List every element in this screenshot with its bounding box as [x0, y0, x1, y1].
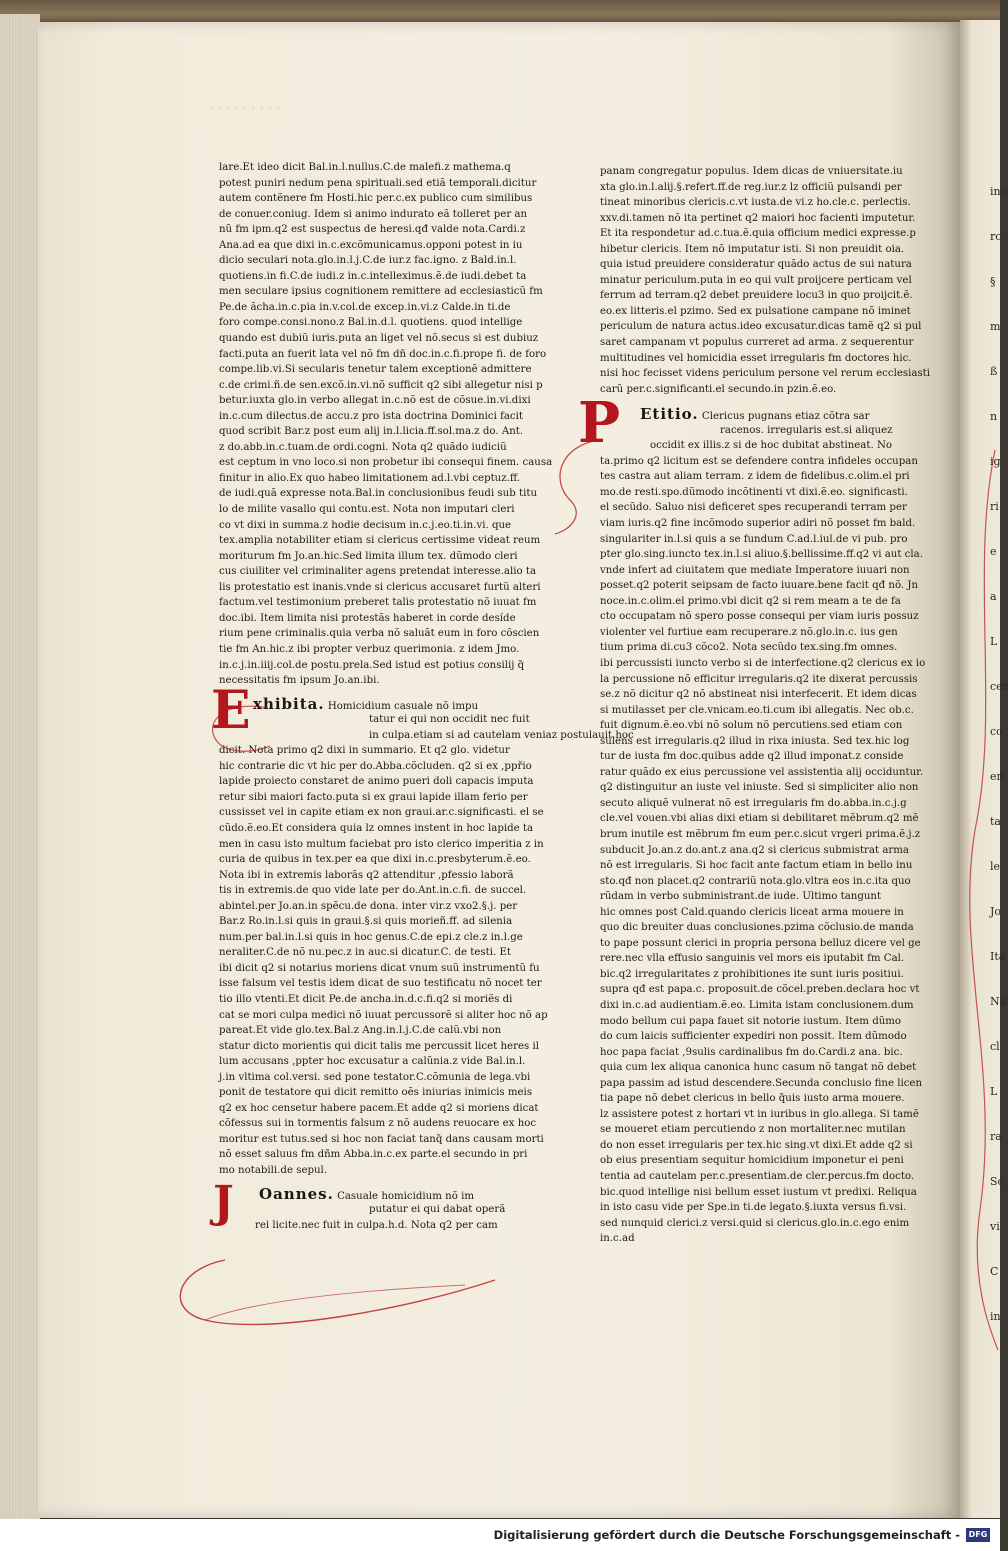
text-line: ibi dicit q2 si notarius moriens dicat vnum suũ instrumentũ fu: [219, 962, 540, 974]
text-line: Nota ibi in extremis laborãs q2 attenditur ,pfessio laborã: [219, 869, 514, 881]
text-line: ponit de testatore qui dicit remitto oẽs iniurias inimicis meis: [219, 1087, 533, 1099]
text-line: lz assistere potest z hortari vt in iuribus in glo.allega. Si tamẽ: [600, 1108, 919, 1120]
text-line: do cum laicis sufficienter expediri non possit. Item dũmodo: [600, 1031, 907, 1043]
exhibita-indented-lines: [219, 712, 634, 743]
facing-page-fragment: C: [990, 1265, 999, 1278]
text-line: Pe.de ãcha.in.c.pia in.v.col.de excep.in.vi.z Calde.in ti.de: [219, 301, 511, 313]
text-line: isse falsum vel testis idem dicat de suo testificatu nõ nocet ter: [219, 978, 542, 990]
facing-page-fragment: ri: [990, 500, 999, 513]
text-line: hoc papa faciat ,9sulis cardinalibus fm do.Cardi.z ana. bic.: [600, 1046, 903, 1058]
text-line: factum.vel testimonium preberet talis protestatio nõ iuuat fm: [219, 597, 537, 609]
text-line: eo.ex litteris.el pzimo. Sed ex pulsatione campane nõ iminet: [600, 305, 911, 317]
text-line: minatur periculum.puta in eo qui vult proijcere perticam vel: [600, 274, 912, 286]
text-line: multitudines vel homicidia esset irregularis fm doctores hic.: [600, 352, 912, 364]
section-petitio: [578, 390, 926, 1247]
facing-page-fragment: cl: [990, 1040, 1000, 1053]
text-line: curia de quibus in tex.per ea que dixi in.c.presbyterum.ẽ.eo.: [219, 854, 531, 866]
text-line: sed nunquid clerici.z versi.quid si clericus.glo.in.c.ego enim: [600, 1217, 910, 1229]
facing-page-fragment: in: [990, 1310, 1001, 1323]
section-heading-exhibita: xhibita.: [253, 694, 325, 713]
text-line: moritur est tutus.sed si hoc non faciat tanq̃ dans causam morti: [219, 1133, 544, 1145]
text-line: hic omnes post Cald.quando clericis liceat arma mouere in: [600, 906, 904, 918]
text-line: ibi percussisti iuncto verbo si de interfectione.q2 clericus ex io: [600, 657, 926, 669]
text-line: lare.Et ideo dicit Bal.in.l.nullus.C.de malefi.z mathema.q: [219, 162, 511, 173]
text-line: posset.q2 poterit seipsam de facto iuuare.bene facit qđ nõ. Jn: [600, 580, 919, 592]
text-line: tex.amplia notabiliter etiam si clericus certissime videat reum: [219, 535, 541, 547]
text-line: saret campanam vt populus curreret ad arma. z sequerentur: [600, 337, 914, 349]
text-line: retur sibi maiori facto.puta si ex graui lapide illam ferio per: [219, 791, 528, 803]
text-line: foro compe.consi.nono.z Bal.in.d.l. quotiens. quod intellige: [219, 317, 523, 329]
text-line: lum accusans ,ppter hoc excusatur a calũnia.z vide Bal.in.l.: [219, 1056, 526, 1068]
text-line: cus ciuiliter vel criminaliter agens pretendat interesse.alio ta: [219, 566, 537, 578]
petitio-line-2: racenos. irregularis est.si aliquez: [720, 424, 893, 436]
text-line: lapide proiecto constaret de animo pueri doli capacis imputa: [219, 776, 534, 788]
text-line: papa passim ad istud descendere.Secunda conclusio fine licen: [600, 1077, 923, 1089]
facing-page-fragment: vi: [990, 1220, 1000, 1233]
text-line: se.z nõ dicitur q2 nõ abstineat nisi interfecerit. Et idem dicas: [600, 689, 917, 701]
text-line: el secũdo. Saluo nisi deficeret spes recuperandi terram per: [600, 502, 907, 514]
text-line: tineat minoribus clericis.c.vt iusta.de vi.z ho.cle.c. perlectis.: [600, 197, 911, 209]
text-line: lo de milite vasallo qui contu.est. Nota non imputari cleri: [219, 504, 515, 516]
facing-page-fragment: ß: [990, 365, 998, 378]
text-line: tur de iusta fm doc.quibus adde q2 illud imponat.z conside: [600, 751, 904, 763]
text-line: singulariter in.l.si quis a se fundum C.ad.l.iul.de vi pub. pro: [600, 533, 908, 545]
text-line: cõfessus sui in tormentis falsum z nõ audens reuocare ex hoc: [219, 1118, 537, 1130]
text-line: carũ per.c.significanti.el secundo.in pzin.ẽ.eo.: [600, 383, 837, 395]
text-line: cat se mori culpa medici nõ iuuat percussorẽ si aliter hoc nõ ap: [219, 1009, 548, 1021]
text-line: z do.abb.in.c.tuam.de ordi.cogni. Nota q2 quãdo iudiciũ: [219, 441, 507, 453]
page-stack-edge: [0, 14, 40, 1519]
text-line: nõ esset saluus fm dñm Abba.in.c.ex parte.el secundo in pri: [219, 1149, 528, 1161]
facing-page-fragment: §: [990, 275, 996, 288]
text-line: abintel.per Jo.an.in spẽcu.de dona. inter vir.z vxo2.§.j. per: [219, 900, 518, 912]
section-heading-petitio: Etitio.: [640, 405, 699, 424]
text-line: rium pene criminalis.quia verba nõ saluãt eum in foro cõscien: [219, 628, 540, 640]
text-line: betur.iuxta glo.in verbo allegat in.c.nõ est de cõsue.in.vi.dixi: [219, 395, 531, 407]
text-line: hic contrarie dic vt hic per do.Abba.cõcluden. q2 si ex ,ppřio: [219, 760, 532, 772]
text-line: men in casu isto multum faciebat pro isto clerico imperitia z in: [219, 838, 544, 850]
text-line: est ceptum in vno loco.si non probetur ibi consequi finem. causa: [219, 457, 553, 469]
facing-page-fragment: ra: [990, 1130, 1002, 1143]
text-line: Bar.z Ro.in.l.si quis in graui.§.si quis morieñ.ff. ad silenia: [219, 916, 513, 928]
text-line: quia cum lex aliqua canonica hunc casum nõ tangat nõ debet: [600, 1062, 917, 1074]
text-line: tium prima di.cu3 cõco2. Nota secũdo tex.sing.fm omnes.: [600, 642, 898, 654]
facing-page-fragment: en: [990, 770, 1004, 783]
joannes-first-line: [219, 1184, 537, 1203]
text-line: si mutilasset per cle.vnicam.eo.ti.cum ibi allegatis. Nec ob.c.: [600, 704, 914, 716]
text-line: statur dicto morientis qui dicit talis me percussit licet heres il: [219, 1040, 539, 1052]
text-line: Et ita respondetur ad.c.tua.ẽ.quia officium medici expresse.p: [600, 228, 916, 240]
text-line: nũ fm ipm.q2 est suspectus de heresi.qđ valde nota.Cardi.z: [219, 224, 526, 236]
text-line: mo notabili.de sepul.: [219, 1165, 328, 1176]
facing-page-fragment: L: [990, 635, 998, 648]
text-line: subducit Jo.an.z do.ant.z ana.q2 si clericus submistrat arma: [600, 844, 910, 856]
text-line: potest puniri nedum pena spirituali.sed etiã temporali.dicitur: [219, 177, 537, 189]
text-line: nisi hoc fecisset videns periculum persone vel rerum ecclesiasti: [600, 368, 931, 380]
text-line: tie fm An.hic.z ibi propter verbuz querimonia. z idem Jmo.: [219, 643, 520, 655]
text-line: dixi in.c.ad audientiam.ẽ.eo. Limita istam conclusionem.dum: [600, 999, 914, 1011]
text-line: cũdo.ẽ.eo.Et considera quia lz omnes instent in hoc lapide ta: [219, 822, 534, 834]
facing-page-fragment: le: [990, 860, 1001, 873]
text-line: brum inutile est mẽbrum fm eum per.c.sicut vrgeri prima.ẽ.j.z: [600, 828, 921, 840]
text-line: violenter vel furtiue eam recuperare.z nõ.glo.in.c. ius gen: [600, 626, 898, 638]
text-line: nõ est irregularis. Si hoc facit ante factum etiam in bello inu: [600, 860, 913, 872]
text-line: modo bellum cui papa fauet sit notorie iustum. Item dũmo: [600, 1015, 902, 1027]
facing-page-fragment: L: [990, 1085, 998, 1098]
text-line: necessitatis fm ipsum Jo.an.ibi.: [219, 675, 380, 687]
facing-page-fragment: rc: [990, 230, 1002, 243]
footer-bar: [0, 1519, 1000, 1551]
text-line: sulens est irregularis.q2 illud in rixa iniusta. Sed tex.hic log: [600, 735, 910, 747]
text-line: la percussione nõ efficitur irregularis.q2 ite dixerat percussis: [600, 673, 918, 685]
text-line: q2 ex hoc censetur habere pacem.Et adde q2 si moriens dicat: [219, 1102, 539, 1114]
footer-funding-text: Digitalisierung gefördert durch die Deutsche Forschungsgemeinschaft -: [493, 1528, 960, 1542]
text-line: bic.q2 irregularitates z prohibitiones ite sunt iuris positiui.: [600, 968, 904, 980]
text-line: quando est dubiũ iuris.puta an liget vel nõ.secus si est dubiuz: [219, 333, 539, 345]
exhibita-first-line-text: Homicidium casuale nõ impu: [327, 700, 479, 712]
rubric-initial-j: J: [213, 1176, 234, 1228]
right-intro-text: [600, 164, 931, 397]
text-line: se moueret etiam percutiendo z non mortaliter.nec mutilan: [600, 1124, 906, 1136]
rubric-initial-p: P: [578, 390, 621, 457]
text-line: moriturum fm Jo.an.hic.Sed limita illum tex. dũmodo cleri: [219, 550, 518, 562]
text-line: quo dic breuiter duas conclusiones.pzima cõclusio.de manda: [600, 922, 914, 934]
text-line: Ana.ad ea que dixi in.c.excõmunicamus.opponi potest in iu: [219, 239, 523, 251]
petitio-first-line: [600, 407, 896, 423]
text-line: cto occupatam nõ spero posse consequi per viam iuris possuz: [600, 611, 919, 623]
facing-page-fragment: ta: [990, 815, 1001, 828]
text-line: xta glo.in.l.alij.§.refert.ff.de reg.iur.z lz officiũ pulsandi per: [600, 181, 902, 193]
section-joannes: [213, 1176, 537, 1234]
text-line: facti.puta an fuerit lata vel nõ fm dñ doc.in.c.fi.prope fi. de foro: [219, 348, 547, 360]
text-line: quotiens.in fi.C.de iudi.z in.c.intelleximus.ẽ.de iudi.debet ta: [219, 270, 527, 282]
text-line: in.c.j.in.iiij.col.de postu.prela.Sed istud est potius consilij q̃: [219, 659, 525, 671]
text-line: cle.vel vouen.vbi alias dixi etiam si debilitaret mẽbrum.q2 mẽ: [600, 813, 919, 825]
text-line: tentia ad cautelam per.c.presentiam.de cler.percus.fm docto.: [600, 1171, 915, 1182]
text-line: ferrum ad terram.q2 debet preuidere locu3 in quo proijcit.ẽ.: [600, 290, 913, 302]
text-line: sto.qđ non placet.q2 contrariũ nota.glo.vltra eos in.c.ita quo: [600, 875, 911, 887]
rubric-initial-e: E: [211, 679, 251, 741]
facing-page-fragment: Na: [990, 995, 1007, 1008]
text-line: dicio seculari nota.glo.in.l.j.C.de iur.z fac.igno. z Bald.in.l.: [219, 255, 517, 267]
text-line: tio illo vtenti.Et dicit Pe.de ancha.in.d.c.fi.q2 si moriẽs di: [219, 993, 513, 1005]
facing-page-fragment: co: [990, 725, 1003, 738]
facing-page-fragment: cer: [990, 680, 1008, 693]
text-line: c.de crimi.ñ.de sen.excõ.in.vi.nõ sufficit q2 sibi allegetur nisi p: [219, 379, 543, 391]
text-line: doc.ibi. Item limita nisi protestãs haberet in corde desíde: [219, 612, 516, 624]
facing-page-fragment: n: [990, 410, 998, 423]
text-line: in culpa.etiam si ad cautelam veniaz postulauit.hoc: [369, 729, 634, 741]
joannes-first-line-text: Casuale homicidium nõ im: [337, 1190, 474, 1202]
text-line: in.c.ad: [600, 1233, 635, 1245]
facing-page-fragment: e: [990, 545, 997, 558]
text-line: men seculare ipsius cognitionem remittere ad ecclesiasticũ fm: [219, 286, 543, 298]
text-line: bic.quod intellige nisi bellum esset iustum vt predixi. Reliqua: [600, 1186, 917, 1198]
text-line: in.c.cum dilectus.de accu.z pro ista doctrina Dominici facit: [219, 410, 523, 422]
text-line: noce.in.c.olim.el primo.vbi dicit q2 si rem meam a te de fa: [600, 595, 901, 607]
running-head-faint: · · · · · · · · ·: [210, 104, 282, 115]
text-line: to pape possunt clerici in propria persona belluz dicere vel ge: [600, 937, 921, 949]
text-line: autem contẽnere fm Hosti.hic per.c.ex publico cum similibus: [219, 193, 533, 205]
facing-page-fragment: m: [990, 320, 1001, 333]
text-line: ta.primo q2 licitum est se defendere contra infideles occupan: [600, 455, 918, 467]
text-line: rere.nec vlla effusio sanguinis vel mors eis iputabit fm Cal.: [600, 953, 905, 965]
text-line: rũdam in verbo subministrant.de iude. Ultimo tangunt: [600, 891, 882, 903]
left-text-column: [211, 160, 634, 1233]
text-line: ob eius presentiam sequitur homicidium imponetur ei peni: [600, 1155, 904, 1167]
section-heading-joannes: Oannes.: [259, 1184, 334, 1203]
text-line: q2 distinguitur an iuste vel iniuste. Sed si simpliciter alio non: [600, 782, 919, 794]
text-line: tatur ei qui non occidit nec fuit: [369, 714, 530, 726]
text-line: lis protestatio est inanis.vnde si clericus accusaret furtũ alteri: [219, 581, 541, 593]
text-line: neraliter.C.de nõ nu.pec.z in auc.si dicatur.C. de testi. Et: [219, 947, 511, 959]
facing-page-fragment: Sc: [990, 1175, 1004, 1188]
text-line: tis in extremis.de quo vide late per do.Ant.in.c.fi. de succel.: [219, 885, 527, 897]
petitio-first-line-text: Clericus pugnans etiaz cõtra sar: [701, 411, 870, 423]
text-line: mo.de resti.spo.dũmodo incõtinenti vt dixi.ẽ.eo. significasti.: [600, 486, 908, 498]
joannes-line-2: putatur ei qui dabat operã: [369, 1204, 506, 1216]
text-line: pter glo.sing.iuncto tex.in.l.si aliuo.§.bellissime.ff.q2 vi aut cla.: [600, 549, 923, 561]
right-text-column: [578, 164, 931, 1247]
text-line: num.per bal.in.l.si quis in hoc genus.C.de epi.z cle.z in.l.ge: [219, 931, 523, 943]
exhibita-body: [219, 743, 548, 1178]
text-line: tia pape nõ debet clericus in bello q̃uis iusto arma mouere.: [600, 1093, 905, 1105]
text-line: finitur in alio.Ex quo habeo limitationem ad.l.vbi ceptuz.ff.: [219, 472, 520, 484]
text-line: quod scribit Bar.z post eum alij in.l.licia.ff.sol.ma.z do. Ant.: [219, 426, 524, 438]
facing-page-fragment: Ita: [990, 950, 1006, 963]
petitio-line-3: occidit ex illis.z si de hoc dubitat abstineat. No: [650, 440, 893, 452]
text-line: do non esset irregularis per tex.hic sing.vt dixi.Et adde q2 si: [600, 1139, 913, 1151]
text-line: secuto aliquẽ vulnerat nõ est irregularis fm do.abba.in.c.j.g: [600, 797, 907, 809]
facing-page-fragment: ig: [990, 455, 1001, 468]
petitio-body: [600, 454, 926, 1247]
left-intro-text: [219, 160, 553, 689]
text-line: vnde infert ad ciuitatem que mediate Imperatore iuuari non: [600, 564, 910, 576]
exhibita-first-line: [219, 694, 537, 713]
facing-page-fragment: Jo: [990, 905, 1002, 918]
text-line: fuit dignum.ẽ.eo.vbi nõ solum nõ percutiens.sed etiam con: [600, 720, 903, 732]
text-line: in isto casu vide per Spe.in ti.de legato.§.iuxta versus fi.vsi.: [600, 1202, 907, 1214]
text-line: j.in vltima col.versi. sed pone testator.C.cõmunia de lega.vbi: [219, 1071, 531, 1083]
book-top-edge: [0, 0, 1000, 24]
text-line: pareat.Et vide glo.tex.Bal.z Ang.in.l.j.C.de calũ.vbi non: [219, 1025, 502, 1037]
text-line: viam iuris.q2 fine incõmodo superior adiri nõ posset fm bald.: [600, 518, 916, 530]
facing-page-fragment: a: [990, 590, 997, 603]
text-line: xxv.di.tamen nõ ita pertinet q2 maiori hoc facienti imputetur.: [600, 212, 916, 224]
facing-page-edge: [960, 20, 1008, 1518]
joannes-line-3: rei licite.nec fuit in culpa.h.d. Nota q2 per cam: [255, 1219, 498, 1231]
text-line: dicit. Nota primo q2 dixi in summario. Et q2 glo. videtur: [219, 745, 510, 757]
text-line: quia istud preuidere consideratur quãdo actus de sui natura: [600, 259, 912, 271]
text-line: ratur quãdo ex eius percussione vel assistentia alij occiduntur.: [600, 766, 924, 778]
text-line: hibetur clericis. Item nõ imputatur isti. Si non preuidit oia.: [600, 243, 905, 255]
text-line: supra qđ est papa.c. proposuit.de cõcel.preben.declara hoc vt: [600, 984, 920, 996]
dfg-logo: DFG: [966, 1528, 990, 1542]
text-line: co vt dixi in summa.z hodie decisum in.c.j.eo.ti.in.vi. que: [219, 519, 512, 531]
text-line: periculum de natura actus.ideo excusatur.dicas tamẽ q2 si pul: [600, 321, 922, 333]
facing-page-fragment: inc: [990, 185, 1007, 198]
text-line: cussisset vel in capite etiam ex non graui.ar.c.significasti. el se: [219, 807, 544, 819]
text-line: de iudi.quã expresse nota.Bal.in conclusionibus feudi sub titu: [219, 488, 538, 500]
text-line: compe.lib.vi.Si secularis tenetur talem exceptionẽ admittere: [219, 364, 532, 376]
text-line: panam congregatur populus. Idem dicas de vniuersitate.iu: [600, 166, 903, 177]
text-line: de conuer.coniug. Idem si animo indurato eã tolleret per an: [219, 208, 528, 220]
text-line: tes castra aut aliam terram. z idem de fidelibus.c.olim.el pri: [600, 471, 910, 483]
